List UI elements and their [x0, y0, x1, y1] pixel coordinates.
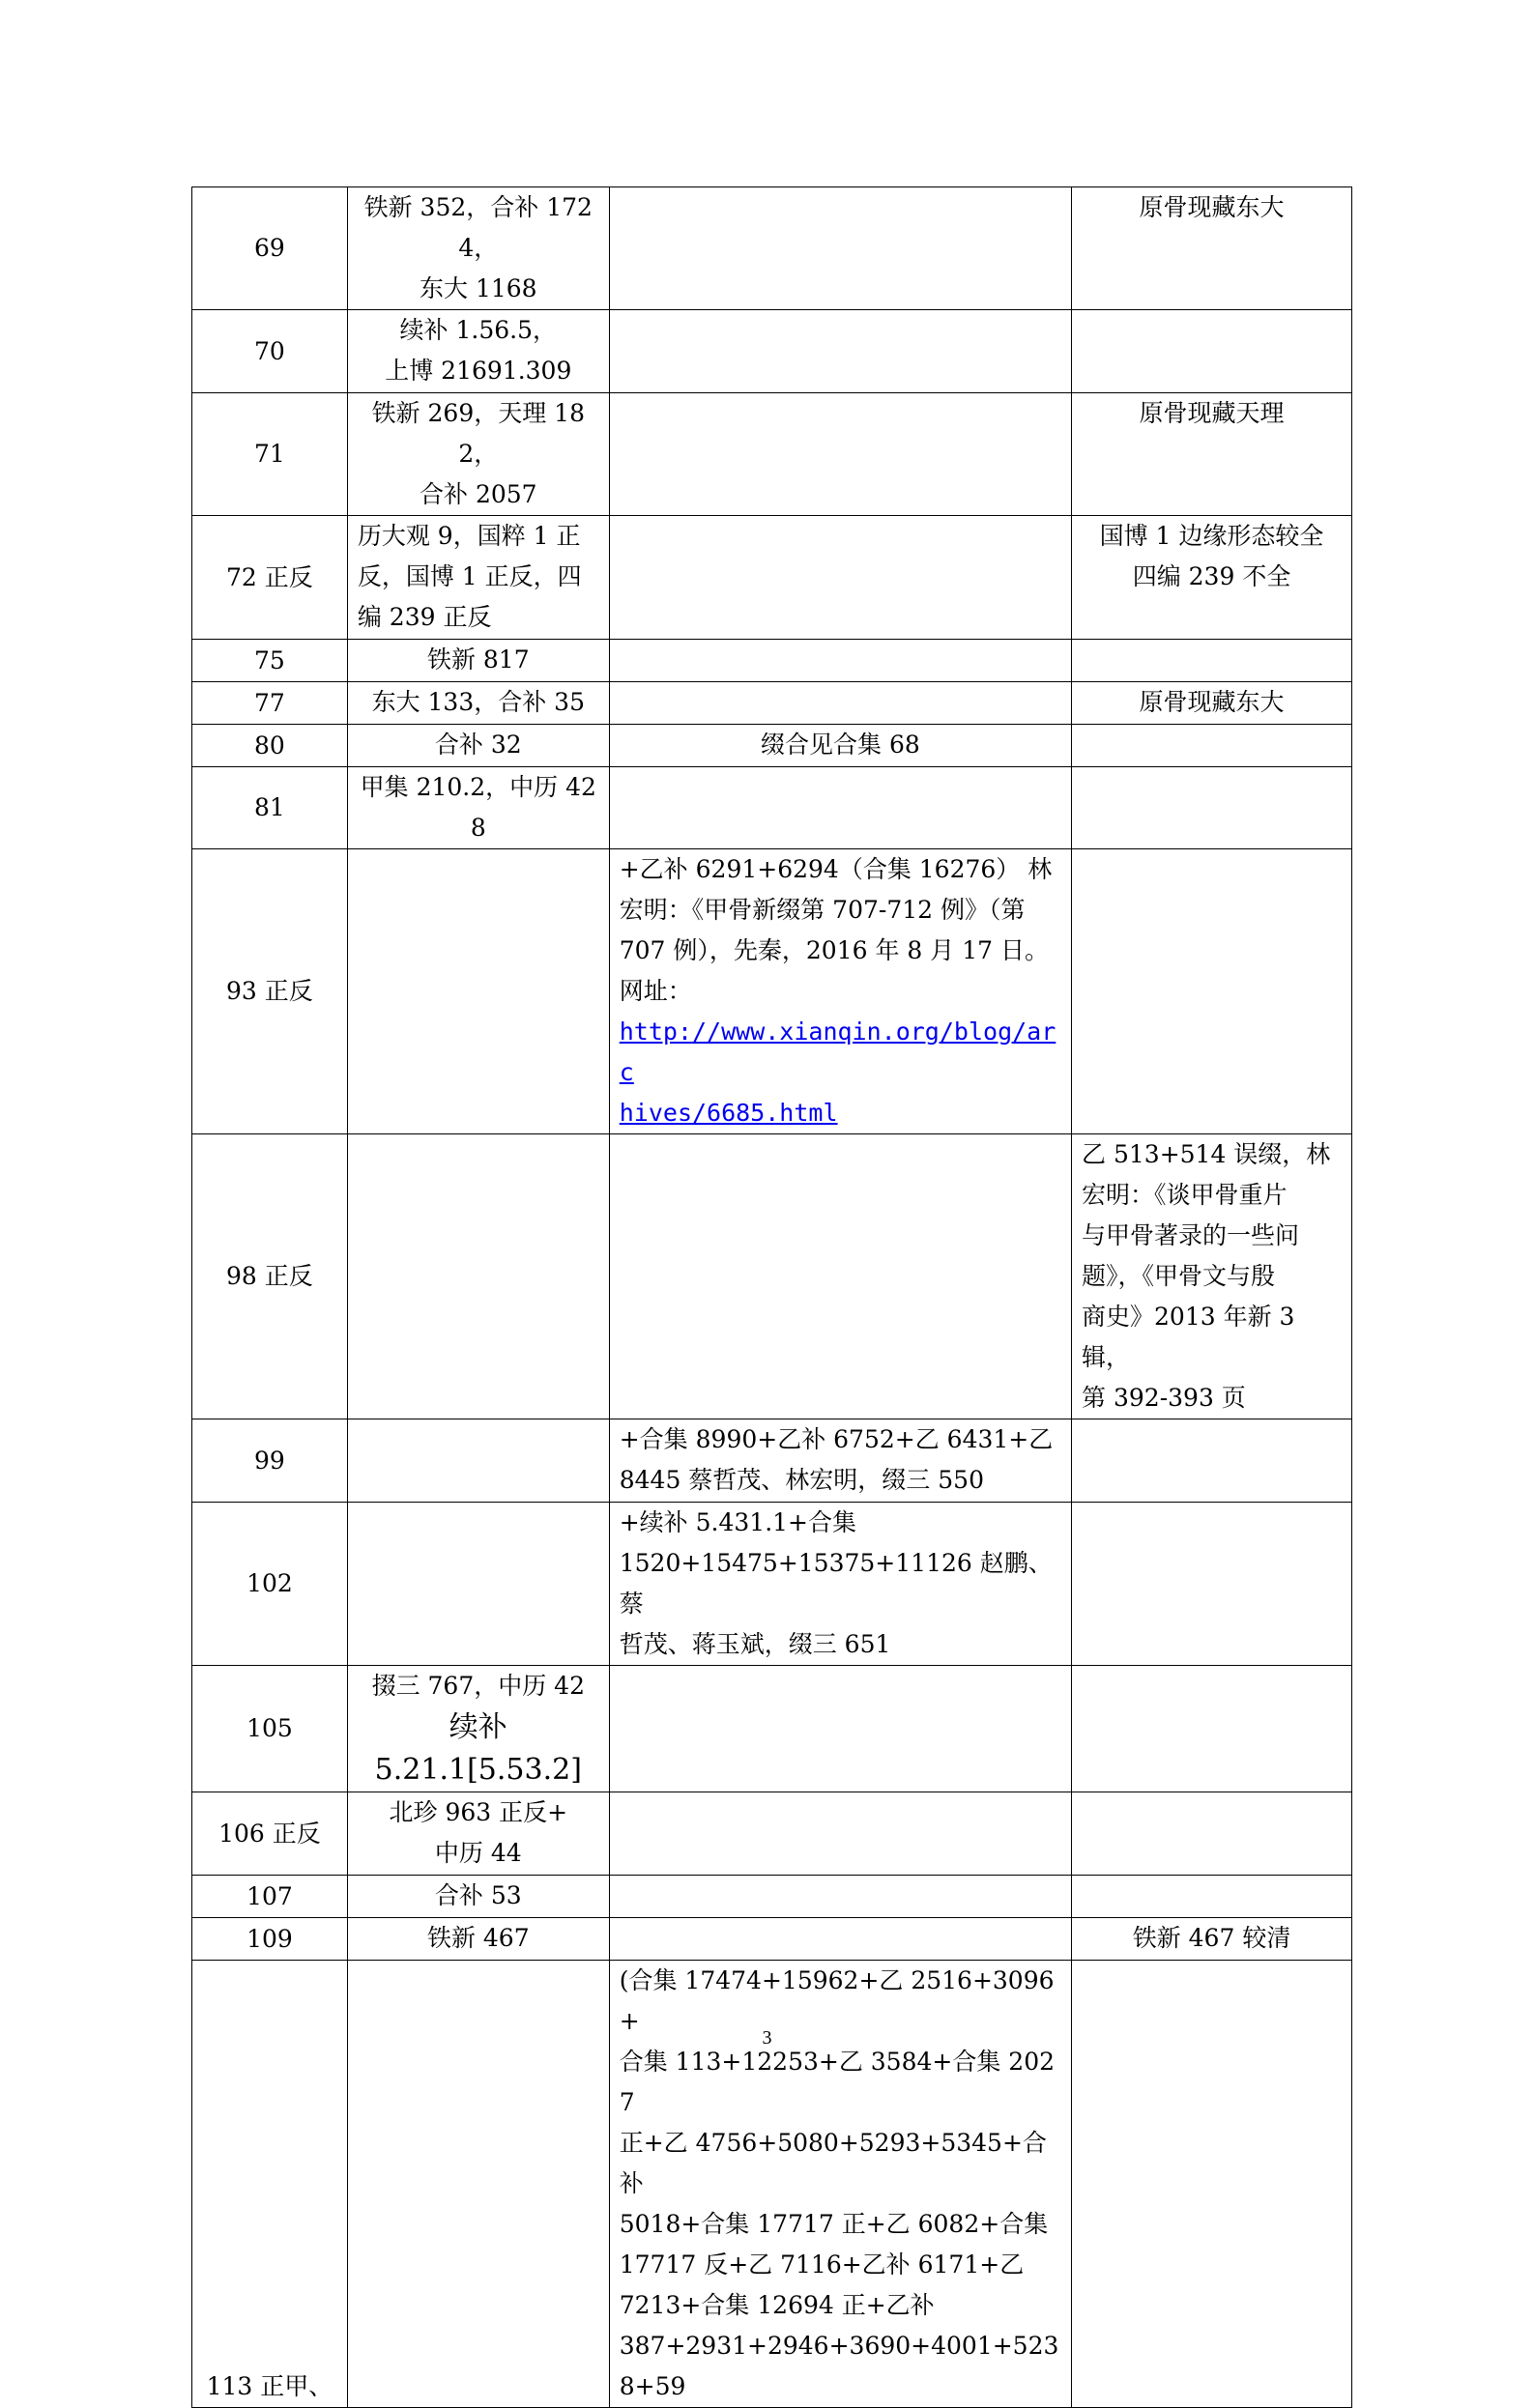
cell-b	[609, 640, 1071, 682]
cell-c	[1072, 1918, 1352, 1961]
cell-c	[1072, 640, 1352, 682]
cell-text: 正+乙 4756+5080+5293+5345+合补	[619, 2129, 1047, 2197]
cell-no	[192, 1419, 348, 1503]
cell-c	[1072, 1666, 1352, 1792]
cell-text: 合补 53	[434, 1881, 522, 1909]
cell-text: 8445 蔡哲茂、林宏明，缀三 550	[619, 1466, 984, 1494]
cell-no	[192, 393, 348, 516]
cell-text: 70	[254, 336, 285, 365]
cell-text: 铁新 352，合补 1724，	[363, 193, 593, 262]
cell-c	[1072, 1876, 1352, 1918]
cell-text: 93 正反	[226, 977, 313, 1005]
cell-text: +乙补 6291+6294（合集 16276） 林	[619, 855, 1053, 883]
table-row	[192, 1419, 1352, 1503]
cell-text: 5018+合集 17717 正+乙 6082+合集	[619, 2210, 1049, 2238]
cell-text: 铁新 269，天理 182，	[371, 399, 585, 468]
cell-text: 题》，《甲骨文与殷	[1082, 1262, 1276, 1290]
cell-b	[609, 516, 1071, 640]
cell-no	[192, 1792, 348, 1876]
cell-text: 99	[254, 1446, 285, 1475]
cell-c	[1072, 310, 1352, 393]
table-row	[192, 725, 1352, 767]
cell-c	[1072, 849, 1352, 1134]
cell-no	[192, 1666, 348, 1792]
cell-b	[609, 1792, 1071, 1876]
cell-no	[192, 849, 348, 1134]
cell-text: 原骨现藏天理	[1139, 399, 1285, 427]
cell-text: +续补 5.431.1+合集	[619, 1508, 856, 1536]
cell-no	[192, 310, 348, 393]
cell-text: 81	[254, 793, 285, 821]
cell-c	[1072, 393, 1352, 516]
cell-c	[1072, 682, 1352, 725]
table-row	[192, 1792, 1352, 1876]
cell-text: 乙 513+514 误缀，林	[1082, 1140, 1331, 1168]
table-row	[192, 682, 1352, 725]
cell-no	[192, 516, 348, 640]
cell-b	[609, 393, 1071, 516]
cell-text: 69	[254, 234, 285, 262]
cell-text: 7213+合集 12694 正+乙补	[619, 2291, 935, 2319]
cell-text: 合补 2057	[420, 480, 537, 508]
cell-no	[192, 1134, 348, 1419]
cell-text: 106 正反	[218, 1819, 321, 1848]
cell-b	[609, 1918, 1071, 1961]
table-row	[192, 767, 1352, 849]
cell-c	[1072, 516, 1352, 640]
cell-text: 铁新 467	[426, 1924, 530, 1952]
cell-text: 109	[246, 1924, 293, 1953]
cell-b	[609, 725, 1071, 767]
cell-c	[1072, 1503, 1352, 1666]
records-table-body	[192, 187, 1352, 2408]
cell-text: 中历 44	[434, 1839, 522, 1867]
cell-no	[192, 682, 348, 725]
cell-text: 商史》2013 年新 3 辑，	[1082, 1303, 1295, 1371]
table-row	[192, 1134, 1352, 1419]
cell-text: 缀合见合集 68	[761, 731, 920, 759]
table-row	[192, 187, 1352, 310]
cell-text: 98 正反	[226, 1262, 313, 1290]
cell-text: 71	[254, 440, 285, 468]
cell-a	[347, 682, 609, 725]
cell-text: 与甲骨著录的一些问	[1082, 1221, 1300, 1249]
cell-b	[609, 849, 1071, 1134]
cell-text: 东大 133，合补 35	[371, 688, 585, 716]
page-number: 3	[762, 2027, 772, 2049]
cell-no	[192, 1876, 348, 1918]
cell-c	[1072, 767, 1352, 849]
table-row	[192, 849, 1352, 1134]
cell-b	[609, 767, 1071, 849]
cell-text: 四编 239 不全	[1132, 562, 1291, 590]
cell-text: 原骨现藏东大	[1139, 688, 1285, 716]
cell-text: 历大观 9，国粹 1 正	[357, 522, 581, 550]
cell-text: 105	[246, 1714, 293, 1742]
cell-text: 80	[254, 731, 285, 760]
cell-c	[1072, 1792, 1352, 1876]
cell-c	[1072, 1134, 1352, 1419]
cell-text: 宏明：《甲骨新缀第 707-712 例》（第	[619, 896, 1026, 924]
cell-b	[609, 1419, 1071, 1503]
cell-a	[347, 1792, 609, 1876]
table-row	[192, 640, 1352, 682]
cell-text: 铁新 817	[426, 645, 530, 674]
cell-text: 第 392-393 页	[1082, 1384, 1246, 1412]
cell-text: 续补 1.56.5，	[399, 316, 558, 344]
cell-text: 77	[254, 688, 285, 717]
cell-text: 甲集 210.2，中历 428	[360, 773, 596, 842]
cell-a	[347, 1876, 609, 1918]
cell-a	[347, 1134, 609, 1419]
cell-text: 102	[246, 1569, 293, 1597]
table-row	[192, 516, 1352, 640]
cell-b	[609, 1134, 1071, 1419]
cell-c	[1072, 187, 1352, 310]
cell-a	[347, 187, 609, 310]
cell-no	[192, 1918, 348, 1961]
cell-text: 编 239 正反	[357, 603, 492, 631]
cell-b	[609, 187, 1071, 310]
cell-b	[609, 1876, 1071, 1918]
cell-a	[347, 1419, 609, 1503]
cell-text: 17717 反+乙 7116+乙补 6171+乙	[619, 2250, 1025, 2279]
table-row	[192, 1918, 1352, 1961]
url-link[interactable]: http://www.xianqin.org/blog/arc	[619, 1018, 1056, 1086]
cell-a	[347, 849, 609, 1134]
records-table	[191, 186, 1352, 2408]
cell-text: 1520+15475+15375+11126 赵鹏、蔡	[619, 1549, 1053, 1618]
cell-text: 合集 113+12253+乙 3584+合集 2027	[619, 2048, 1056, 2116]
cell-a	[347, 393, 609, 516]
cell-text: 网址：	[619, 977, 692, 1005]
cell-text: 铁新 467 较清	[1132, 1924, 1291, 1952]
cell-text: 72 正反	[226, 562, 313, 591]
cell-text: 75	[254, 645, 285, 674]
cell-a	[347, 725, 609, 767]
cell-text: 合补 32	[434, 731, 522, 759]
cell-no	[192, 187, 348, 310]
cell-text: 东大 1168	[420, 274, 537, 302]
cell-text: 哲茂、蒋玉斌，缀三 651	[619, 1630, 891, 1658]
table-row	[192, 1666, 1352, 1792]
cell-c	[1072, 725, 1352, 767]
cell-a	[347, 1918, 609, 1961]
cell-text: 上博 21691.309	[385, 357, 572, 385]
cell-a	[347, 1666, 609, 1792]
cell-text: 113 正甲、	[206, 2372, 333, 2400]
cell-text: 5.21.1[5.53.2]	[374, 1753, 582, 1787]
cell-text: 387+2931+2946+3690+4001+5238+59	[619, 2332, 1059, 2400]
cell-a	[347, 516, 609, 640]
cell-text: 原骨现藏东大	[1139, 193, 1285, 221]
cell-text: +合集 8990+乙补 6752+乙 6431+乙	[619, 1425, 1054, 1453]
cell-a	[347, 1503, 609, 1666]
cell-text: 707 例），先秦，2016 年 8 月 17 日。	[619, 936, 1049, 964]
cell-text: 续补	[449, 1710, 507, 1744]
cell-b	[609, 1503, 1071, 1666]
cell-text: 国博 1 边缘形态较全	[1099, 522, 1324, 550]
cell-a	[347, 640, 609, 682]
cell-no	[192, 1503, 348, 1666]
cell-text: 反，国博 1 正反，四	[357, 562, 582, 590]
cell-text: 掇三 767，中历 42	[371, 1672, 585, 1700]
cell-b	[609, 1666, 1071, 1792]
cell-c	[1072, 1419, 1352, 1503]
cell-no	[192, 767, 348, 849]
cell-text: 宏明：《谈甲骨重片	[1082, 1181, 1288, 1209]
cell-a	[347, 767, 609, 849]
table-row	[192, 310, 1352, 393]
cell-text: (合集 17474+15962+乙 2516+3096+	[619, 1966, 1055, 2035]
cell-b	[609, 310, 1071, 393]
cell-b	[609, 682, 1071, 725]
table-row	[192, 393, 1352, 516]
url-link[interactable]: hives/6685.html	[619, 1099, 838, 1127]
cell-no	[192, 725, 348, 767]
cell-a	[347, 310, 609, 393]
table-row	[192, 1876, 1352, 1918]
table-row	[192, 1503, 1352, 1666]
cell-no	[192, 640, 348, 682]
cell-text: 107	[246, 1881, 293, 1910]
cell-text: 北珍 963 正反+	[389, 1798, 568, 1826]
